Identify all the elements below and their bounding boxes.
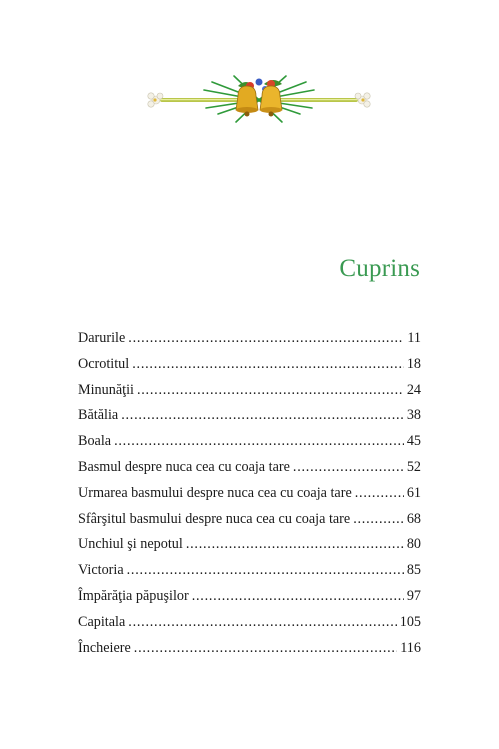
left-bell-icon [236,86,258,117]
toc-leader-dots [114,433,404,450]
christmas-bells-ornament [146,72,372,128]
toc-leader-dots [128,614,396,631]
toc-entry-page-number: 68 [406,510,421,527]
toc-leader-dots [127,562,404,579]
toc-leader-dots [186,536,404,553]
toc-entry-page-number: 80 [406,536,421,553]
toc-entry-page-number: 105 [399,613,421,630]
toc-leader-dots [355,485,404,502]
toc-entry[interactable] [78,330,421,356]
toc-entry-title: Basmul despre nuca cea cu coaja tare [78,458,290,475]
toc-entry[interactable] [78,536,421,562]
page-title: Cuprins [339,255,420,282]
toc-entry-title: Încheiere [78,639,131,656]
toc-entry-page-number: 45 [406,433,421,450]
toc-entry-title: Victoria [78,562,124,579]
toc-entry-title: Ocrotitul [78,355,130,372]
toc-entry-page-number: 11 [407,330,421,346]
toc-leader-dots [192,588,404,605]
toc-entry[interactable] [78,562,421,588]
toc-entry-page-number: 97 [406,587,421,604]
toc-entry-title: Sfârşitul basmului despre nuca cea cu coaja tare [78,510,351,527]
toc-entry-title: Bătălia [78,407,119,424]
toc-entry-title: Împărăţia păpuşilor [78,587,189,604]
toc-entry-page-number: 38 [406,407,421,424]
toc-entry-page-number: 24 [406,381,421,398]
toc-leader-dots [132,356,404,373]
toc-leader-dots [121,407,404,424]
toc-leader-dots [128,330,404,347]
toc-entry-page-number: 61 [406,484,421,501]
toc-leader-dots [293,459,404,476]
blue-flower-icon [256,79,263,86]
toc-entry[interactable] [78,407,421,433]
toc-entry[interactable] [78,459,421,485]
toc-leader-dots [353,511,404,528]
toc-entry[interactable] [78,614,421,640]
toc-leader-dots [137,382,404,399]
toc-entry-page-number: 85 [406,562,421,579]
toc-entry-title: Darurile [78,330,126,346]
toc-entry-page-number: 116 [400,639,421,656]
table-of-contents [78,330,421,665]
toc-entry-title: Unchiul şi nepotul [78,536,183,553]
toc-entry[interactable] [78,640,421,666]
toc-entry-title: Urmarea basmului despre nuca cea cu coaja tare [78,484,352,501]
toc-entry[interactable] [78,511,421,537]
toc-entry-title: Minunăţii [78,381,134,398]
toc-entry[interactable] [78,485,421,511]
toc-entry-page-number: 52 [406,458,421,475]
toc-entry-page-number: 18 [406,355,421,372]
toc-entry-title: Boala [78,433,112,450]
toc-entry[interactable] [78,433,421,459]
right-bell-icon [260,86,282,117]
toc-entry-title: Capitala [78,613,126,630]
toc-entry[interactable] [78,382,421,408]
toc-entry[interactable] [78,588,421,614]
toc-entry[interactable] [78,356,421,382]
toc-leader-dots [134,640,397,657]
